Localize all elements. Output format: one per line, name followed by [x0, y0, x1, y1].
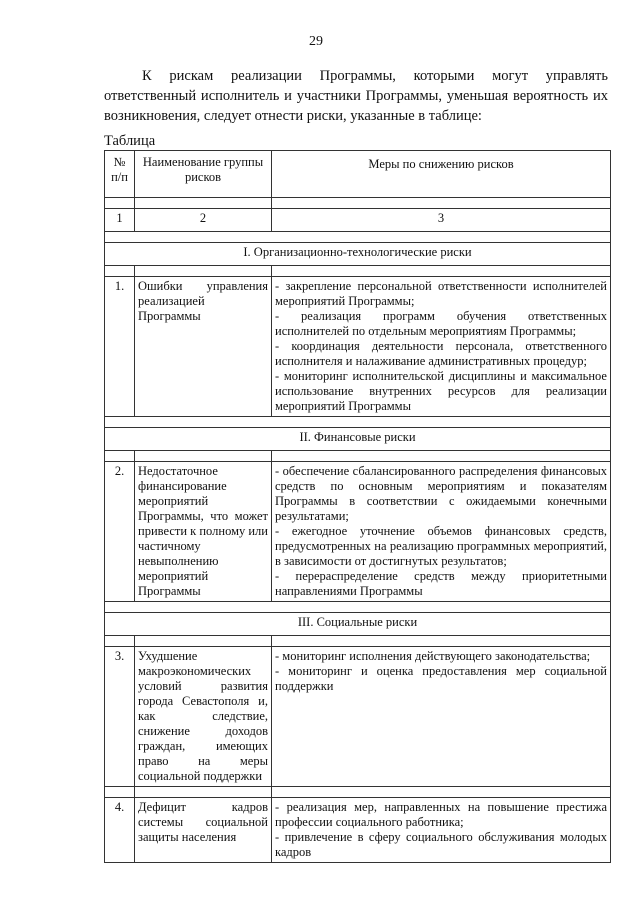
column-number-row	[105, 209, 611, 232]
risk-measures	[272, 277, 611, 417]
risk-group-text: Ошибки управления реализацией Программы	[138, 279, 268, 323]
section-title: I. Организационно-технологические риски	[105, 243, 611, 266]
measure-item: - перераспределение средств между приоритетными направлениями Программы	[275, 569, 607, 598]
risk-group-text: Недостаточное финансирование мероприятий Программы, что может привести к полному или частичному невыполнению мероприятий Программы	[138, 464, 268, 598]
risk-group-text: Ухудшение макроэкономических условий развития города Севастополя и, как следствие, снижение доходов граждан, имеющих право на меры социальной поддержки	[138, 649, 268, 783]
spacer-row	[105, 232, 611, 243]
risk-group-text: Дефицит кадров системы социальной защиты населения	[138, 800, 268, 844]
measure-item: - реализация мер, направленных на повышение престижа профессии социального работника;	[275, 800, 607, 829]
column-number: 3	[272, 209, 611, 232]
risk-measures	[272, 462, 611, 602]
measure-item: - мониторинг и оценка предоставления мер социальной поддержки	[275, 664, 607, 693]
measure-item: - мониторинг исполнения действующего законодательства;	[275, 649, 591, 663]
section-title-row	[105, 428, 611, 451]
row-number: 1.	[105, 277, 135, 417]
section-title-row	[105, 613, 611, 636]
column-number: 2	[135, 209, 272, 232]
page-number: 29	[309, 34, 323, 49]
risk-group	[135, 277, 272, 417]
spacer-row	[105, 451, 611, 462]
header-measures: Меры по снижению рисков	[272, 151, 611, 198]
measure-item: - координация деятельности персонала, ответственного исполнителя и налаживание административных процедур;	[275, 339, 607, 368]
table-caption: Таблица	[104, 133, 156, 149]
section-title-row	[105, 243, 611, 266]
measure-item: - реализация программ обучения ответственных исполнителей по отдельным мероприятиям Программы;	[275, 309, 607, 338]
measure-item: - мониторинг исполнительской дисциплины и максимальное использование внутренних ресурсов для реализации мероприятий Программы	[275, 369, 607, 413]
column-number: 1	[105, 209, 135, 232]
table-row	[105, 647, 611, 787]
risk-group	[135, 647, 272, 787]
measure-item: - привлечение в сферу социального обслуживания молодых кадров	[275, 830, 607, 859]
header-risk-group: Наименование группы рисков	[135, 151, 272, 198]
risk-group	[135, 462, 272, 602]
risk-measures	[272, 798, 611, 863]
table-header-row	[105, 151, 611, 198]
measure-item: - ежегодное уточнение объемов финансовых средств, предусмотренных на реализацию программных мероприятий, в зависимости от достигнутых результатов;	[275, 524, 607, 568]
measure-item: - обеспечение сбалансированного распределения финансовых средств по основным мероприятиям и показателям Программы в соответствии с ожидаемыми конечными результатами;	[275, 464, 607, 523]
measure-item: - закрепление персональной ответственности исполнителей мероприятий Программы;	[275, 279, 607, 308]
spacer-row	[105, 636, 611, 647]
table-row	[105, 462, 611, 602]
section-title: III. Социальные риски	[105, 613, 611, 636]
row-number: 2.	[105, 462, 135, 602]
spacer-row	[105, 417, 611, 428]
table-row	[105, 277, 611, 417]
row-number: 3.	[105, 647, 135, 787]
risk-measures	[272, 647, 611, 787]
intro-paragraph: К рискам реализации Программы, которыми могут управлять ответственный исполнитель и участники Программы, уменьшая вероятность их возникновения, следует отнести риски, указанные в таблице:	[104, 68, 608, 124]
section-title: II. Финансовые риски	[105, 428, 611, 451]
spacer-row	[105, 198, 611, 209]
header-number: № п/п	[105, 151, 135, 198]
table-row	[105, 798, 611, 863]
risks-table	[104, 150, 611, 863]
spacer-row	[105, 266, 611, 277]
spacer-row	[105, 602, 611, 613]
spacer-row	[105, 787, 611, 798]
risk-group	[135, 798, 272, 863]
row-number: 4.	[105, 798, 135, 863]
